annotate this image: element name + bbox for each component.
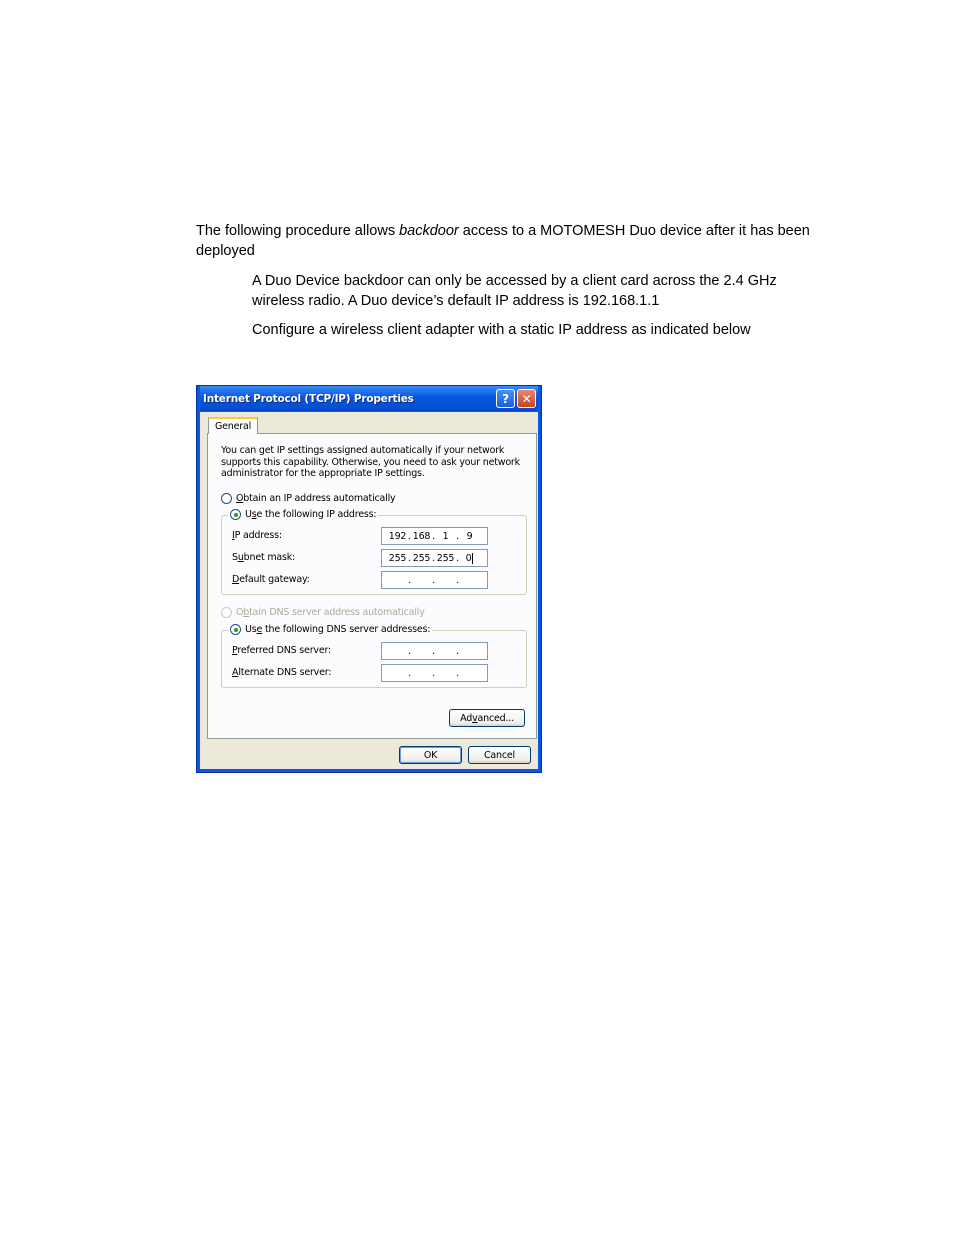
ip-octet-4: 9 [466,530,473,542]
mask-octet-2: 255 [412,552,431,564]
radio-use-static-dns[interactable] [228,624,432,635]
tcpip-properties-dialog [196,385,542,773]
advanced-button[interactable] [449,709,525,727]
ip-octet-3: 1 [442,530,449,542]
alternate-dns-input[interactable]: . . . [381,664,488,682]
mask-octet-4-wrap [460,553,479,564]
static-ip-group [221,509,527,595]
close-button[interactable] [517,389,536,408]
radio-use-static-ip[interactable] [228,509,378,520]
subnet-mask-label: Subnet mask: [232,552,296,563]
radio-obtain-ip-auto-label: Obtain an IP address automatically [236,493,396,504]
tab-general[interactable] [208,417,258,434]
alternate-dns-label: Alternate DNS server: [232,667,332,678]
settings-description: You can get IP settings assigned automatically if your network supports this capability. Otherwise, you need to ask your network administrator for the appropriate IP settings. [221,445,520,479]
intro-emphasis: backdoor [399,223,459,239]
note-backdoor: A Duo Device backdoor can only be accessed by a client card across the 2.4 GHz wireless radio. A Duo device’s default IP address is 192.168.1.1 [252,273,777,309]
ip-address-row [232,527,526,545]
radio-use-static-ip-label: Use the following IP address: [245,509,377,520]
radio-use-static-dns-label: Use the following DNS server addresses: [245,624,431,635]
ip-octet-2: 168 [412,530,431,542]
default-gateway-row [232,571,526,589]
ip-address-label: IP address: [232,530,282,541]
help-button[interactable] [496,389,515,408]
dialog-title: Internet Protocol (TCP/IP) Properties [203,392,414,405]
alternate-dns-row [232,664,526,682]
dialog-client-area [200,412,538,769]
subnet-mask-row [232,549,526,567]
text-caret [472,553,473,564]
default-gateway-input[interactable]: . . . [381,571,488,589]
preferred-dns-label: Preferred DNS server: [232,645,332,656]
cancel-button[interactable]: Cancel [468,746,531,764]
ok-button[interactable]: OK [399,746,462,764]
intro-text: The following procedure allows [196,223,400,239]
tab-general-label: General [215,421,252,432]
radio-obtain-dns-auto[interactable] [221,607,425,618]
mask-octet-3: 255 [436,552,455,564]
mask-octet-1: 255 [388,552,407,564]
subnet-mask-input[interactable]: 255 . 255 . 255 . 0 [381,549,488,567]
default-gateway-label: Default gateway: [232,574,310,585]
radio-use-static-dns-circle[interactable] [230,624,241,635]
radio-obtain-dns-auto-circle[interactable] [221,607,232,618]
preferred-dns-row [232,642,526,660]
intro-text-end: access to a MOTOMESH Duo device after it has been deployed [196,223,810,259]
radio-obtain-ip-auto-circle[interactable] [221,493,232,504]
advanced-button-label: Advanced... [460,712,514,724]
ip-address-input[interactable]: 192 . 168 . 1 . 9 [381,527,488,545]
preferred-dns-input[interactable]: . . . [381,642,488,660]
mask-octet-4: 0 [465,552,472,564]
static-dns-group [221,624,527,688]
close-icon: ✕ [521,391,532,406]
general-tab-panel [207,433,537,739]
intro-paragraph [196,221,826,261]
help-icon: ? [502,391,509,406]
note-configure: Configure a wireless client adapter with a static IP address as indicated below [252,322,751,338]
radio-obtain-ip-auto[interactable] [221,493,395,504]
ip-octet-1: 192 [388,530,407,542]
dialog-titlebar[interactable] [200,386,538,411]
radio-obtain-dns-auto-label: Obtain DNS server address automatically [236,607,425,618]
radio-use-static-ip-circle[interactable] [230,509,241,520]
